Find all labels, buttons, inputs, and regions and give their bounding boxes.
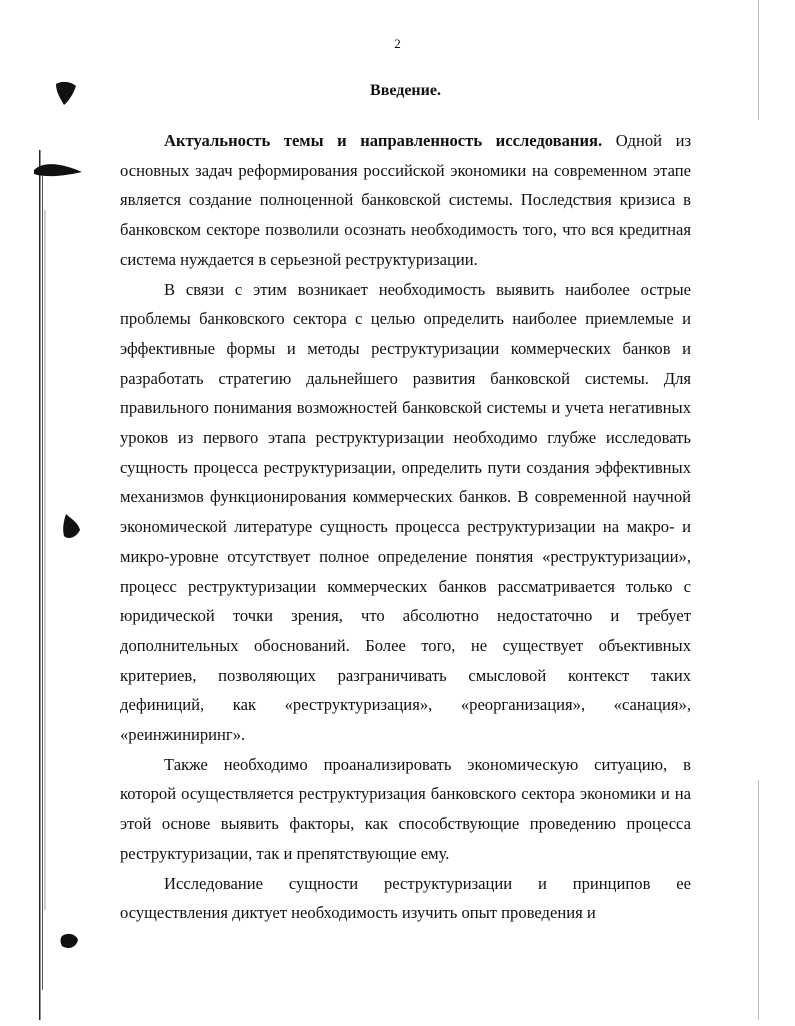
- paragraph: [120, 869, 691, 928]
- paragraph-text: Также необходимо проанализировать экономическую ситуацию, в которой осуществляется реструктуризация банковского сектора экономики и на этой основе выявить факторы, как способствующие проведению процесса реструктуризации, так и препятствующие ему.: [120, 754, 691, 863]
- paragraph: [120, 126, 691, 275]
- page-number: 2: [394, 36, 401, 51]
- paragraph-text: В связи с этим возникает необходимость выявить наиболее острые проблемы банковского сектора с целью определить наиболее приемлемые и эффективные формы и методы реструктуризации коммерческих банков и разработать стратегию дальнейшего развития банковской системы. Для правильного понимания возможностей банковской системы и учета негативных уроков из первого этапа реструктуризации необходимо глубже исследовать сущность процесса реструктуризации, определить пути создания эффективных механизмов функционирования коммерческих банков. В современной научной экономической литературе сущность процесса реструктуризации на макро- и микро-уровне отсутствует полное определение понятия «реструктуризации», процесс реструктуризации коммерческих банков рассматривается только с юридической точки зрения, что абсолютно недостаточно и требует дополнительных обоснований. Более того, не существует объективных критериев, позволяющих разграничивать смысловой контекст таких дефиниций, как «реструктуризация», «реорганизация», «санация», «реинжиниринг».: [120, 279, 691, 745]
- ink-blot-decoration: [54, 80, 78, 106]
- paragraph: [120, 750, 691, 869]
- paragraph-lead: Актуальность темы и направленность исследования.: [164, 131, 603, 150]
- section-heading: Введение.: [370, 82, 441, 99]
- binding-mark-decoration: [34, 150, 84, 190]
- body-text: [120, 126, 691, 928]
- ink-blot-decoration: [60, 512, 82, 542]
- binding-edge-decoration: [38, 150, 46, 1020]
- ink-blot-decoration: [58, 930, 80, 952]
- page-edge-decoration: [758, 0, 760, 1026]
- paragraph-text: Исследование сущности реструктуризации и принципов ее осуществления диктует необходимость изучить опыт проведения и: [120, 873, 691, 923]
- paragraph: [120, 275, 691, 750]
- paragraph-text: Одной из основных задач реформирования российской экономики на современном этапе является создание полноценной банковской системы. Последствия кризиса в банковском секторе позволили осознать необходимость того, что вся кредитная система нуждается в серьезной реструктуризации.: [120, 131, 692, 269]
